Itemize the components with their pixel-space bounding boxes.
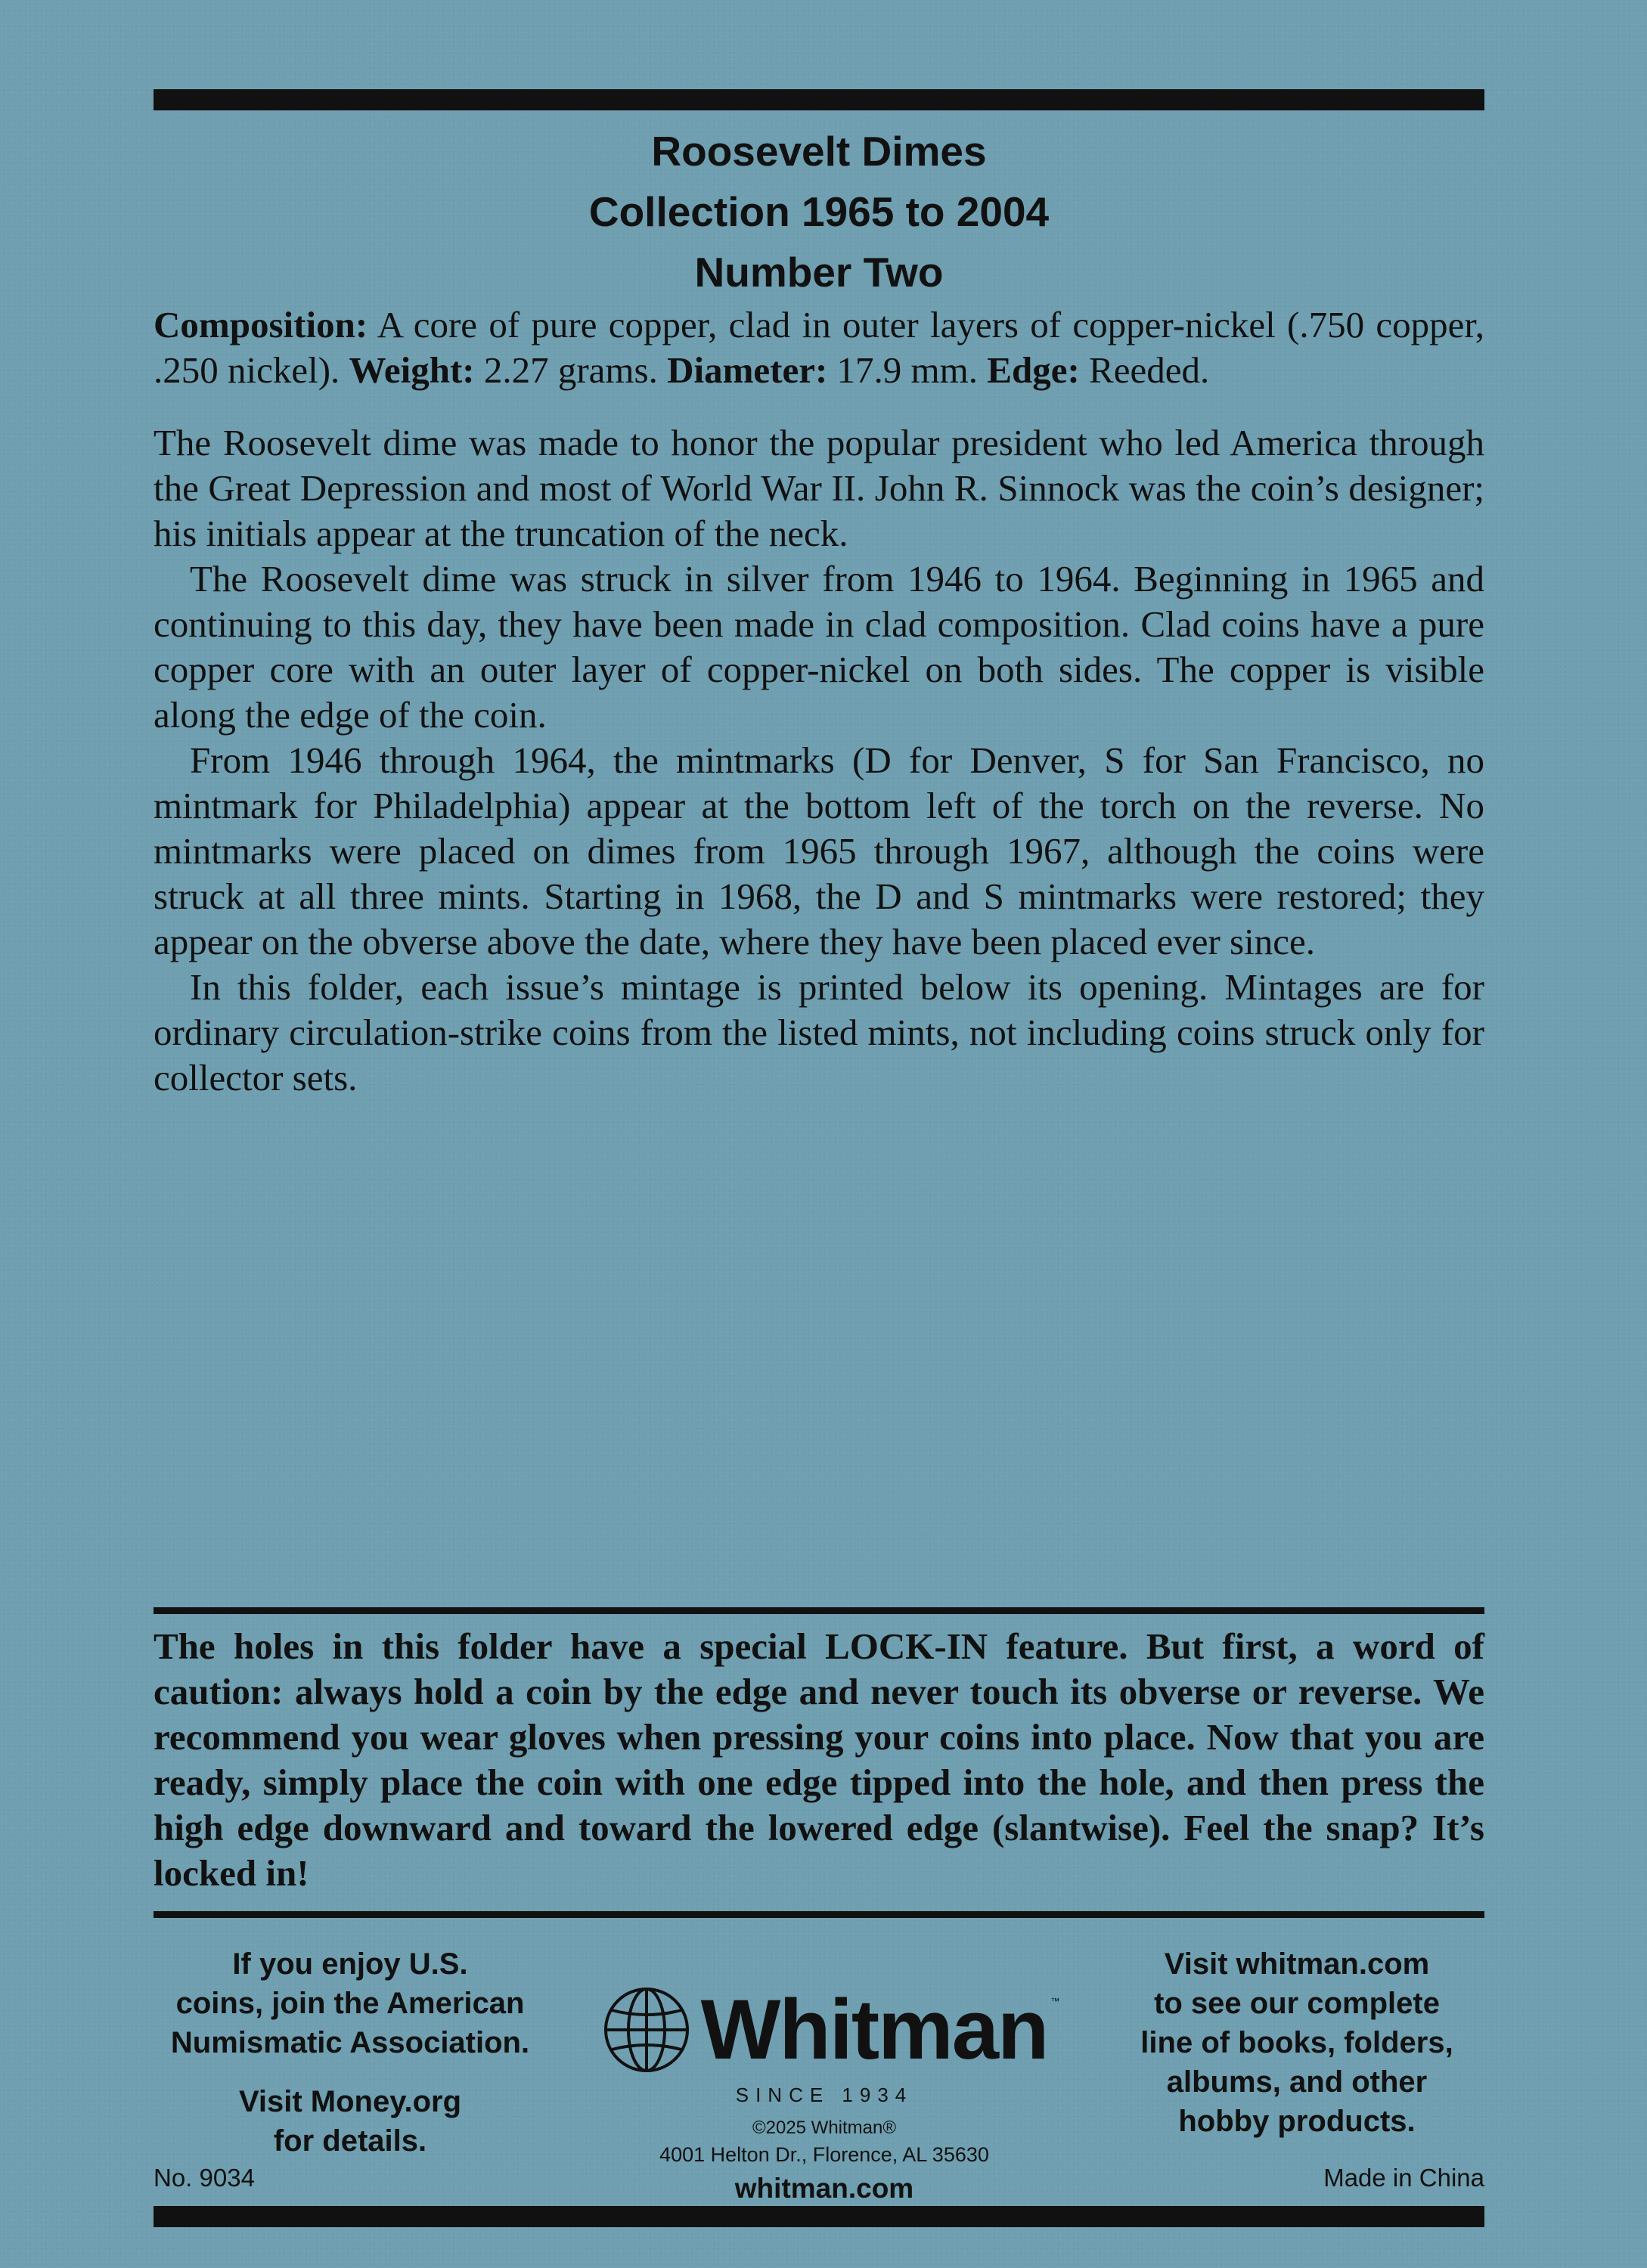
catalog-number: No. 9034 <box>154 2164 255 2192</box>
title-line-3: Number Two <box>694 249 944 296</box>
composition-value: A core of pure copper, clad in outer layers of copper-nickel (.750 copper, .250 nickel). <box>154 304 1484 391</box>
page-title <box>154 121 1484 302</box>
edge-value: Reeded. <box>1079 349 1210 391</box>
promo-line-3: line of books, folders, <box>1140 2026 1453 2059</box>
specifications-paragraph <box>154 302 1484 393</box>
whitman-promo <box>1100 1944 1493 2141</box>
globe-icon <box>601 1984 692 2075</box>
company-address: 4001 Helton Dr., Florence, AL 35630 <box>659 2143 989 2166</box>
weight-label: Weight: <box>349 349 475 391</box>
history-paragraph-2: The Roosevelt dime was struck in silver from 1946 to 1964. Beginning in 1965 and continuing to this day, they have been made in clad composition. Clad coins have a pure copper core with an outer layer of copper-nickel on both sides. The copper is visible along the edge of the coin. <box>154 558 1484 736</box>
ana-line-3: Numismatic Association. <box>170 2026 530 2059</box>
ana-line-5: for details. <box>273 2124 427 2158</box>
promo-line-2: to see our complete <box>1154 1987 1440 2020</box>
composition-label: Composition: <box>154 304 368 345</box>
ana-line-2: coins, join the American <box>175 1987 525 2020</box>
ana-line-1: If you enjoy U.S. <box>232 1947 468 1981</box>
promo-line-1: Visit whitman.com <box>1164 1947 1430 1981</box>
ana-line-4: Visit Money.org <box>238 2085 462 2118</box>
promo-line-5: hobby products. <box>1178 2105 1416 2138</box>
title-line-1: Roosevelt Dimes <box>651 128 987 175</box>
since-tagline: SINCE 1934 <box>735 2084 913 2106</box>
whitman-wordmark <box>700 1982 1059 2077</box>
website-link[interactable]: whitman.com <box>734 2173 914 2204</box>
weight-value: 2.27 grams. <box>474 349 668 391</box>
copyright-notice: ©2025 Whitman® <box>752 2118 897 2138</box>
edge-label: Edge: <box>987 349 1080 391</box>
history-paragraph-1: The Roosevelt dime was made to honor the popular president who led America through the Great Depression and most of World War II. John R. Sinnock was the coin’s designer; his initials appear at the truncation of the neck. <box>154 422 1484 554</box>
ana-promo <box>154 1944 547 2161</box>
whitman-logo <box>575 1981 1074 2079</box>
lockin-instructions: The holes in this folder have a special LOCK-IN feature. But first, a word of caution: always hold a coin by the edge and never touch its obverse or reverse. We recommend you wear gloves when pressing your coins into place. Now that you are ready, simply place the coin with one edge tipped into the hole, and then press the high edge downward and toward the lowered edge (slantwise). Feel the snap? It’s locked in! <box>154 1625 1484 1894</box>
wordmark-text: Whitman <box>700 1982 1048 2077</box>
trademark-symbol: ™ <box>1050 1996 1059 2006</box>
bottom-rule <box>154 2206 1484 2227</box>
lockin-top-rule <box>154 1607 1484 1614</box>
country-of-origin: Made in China <box>1323 2164 1484 2192</box>
title-line-2: Collection 1965 to 2004 <box>588 188 1050 235</box>
history-paragraph-4: In this folder, each issue’s mintage is printed below its opening. Mintages are for ordinary circulation-strike coins from the listed mints, not including coins struck only for collector sets. <box>154 966 1484 1098</box>
diameter-value: 17.9 mm. <box>827 349 988 391</box>
diameter-label: Diameter: <box>667 349 828 391</box>
footer-top-rule <box>154 1911 1484 1918</box>
history-paragraph-3: From 1946 through 1964, the mintmarks (D for Denver, S for San Francisco, no mintmark for Philadelphia) appear at the bottom left of the torch on the reverse. No mintmarks were placed on dimes from 1965 through 1967, although the coins were struck at all three mints. Starting in 1968, the D and S mintmarks were restored; they appear on the obverse above the date, where they have been placed ever since. <box>154 739 1484 962</box>
promo-line-4: albums, and other <box>1166 2065 1428 2099</box>
top-rule <box>154 89 1484 110</box>
whitman-brand-block <box>575 1981 1074 2204</box>
description-text <box>154 302 1484 1101</box>
